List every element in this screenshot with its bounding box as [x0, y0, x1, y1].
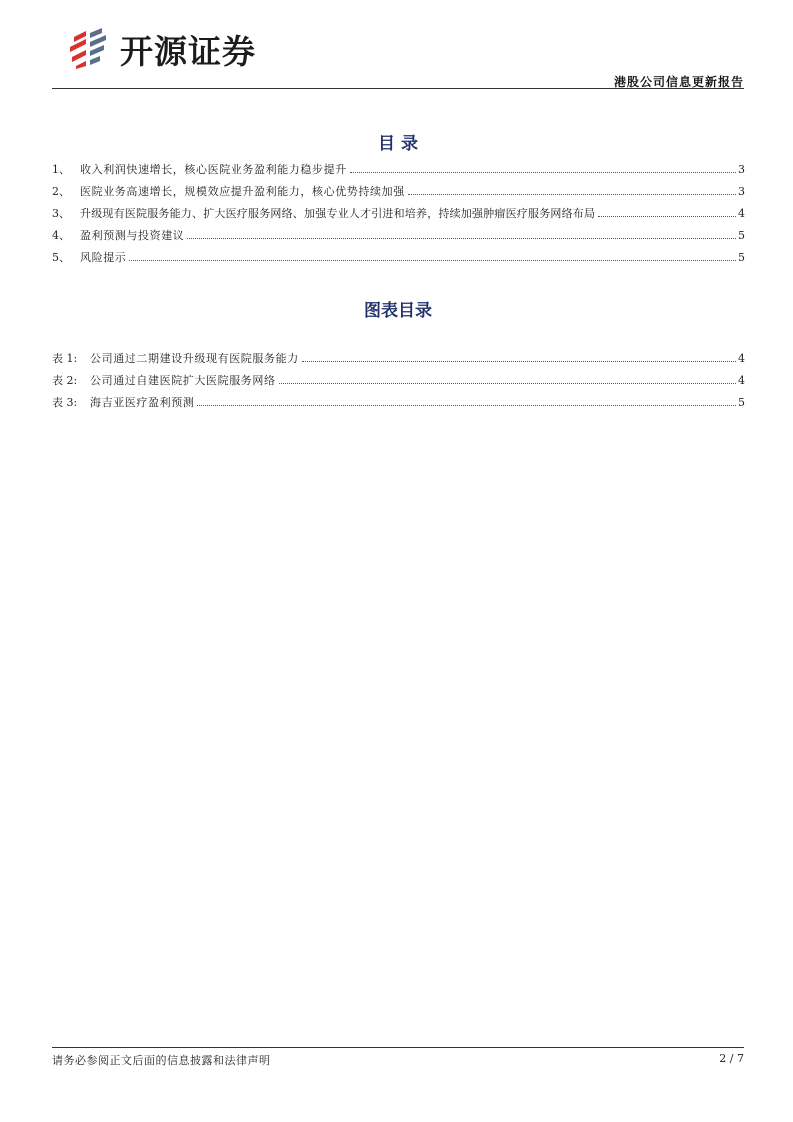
toc-item[interactable]	[52, 183, 744, 205]
figure-text[interactable]: 海吉亚医疗盈利预测	[90, 396, 195, 409]
figure-page[interactable]: 5	[738, 396, 745, 409]
list-of-figures	[52, 350, 744, 416]
toc-title: 目 录	[378, 134, 418, 154]
page-number: 2 / 7	[719, 1052, 744, 1065]
toc-item[interactable]	[52, 227, 744, 249]
dot-leader	[598, 216, 736, 217]
toc-item[interactable]	[52, 249, 744, 271]
dot-leader	[279, 383, 736, 384]
figure-item[interactable]	[52, 372, 744, 394]
kaiyuan-logo-icon	[66, 27, 114, 71]
table-of-contents	[52, 161, 744, 271]
dot-leader	[350, 172, 736, 173]
toc-item-text[interactable]: 盈利预测与投资建议	[80, 229, 185, 242]
dot-leader	[302, 361, 736, 362]
figure-label: 表 1:	[52, 352, 78, 365]
dot-leader	[197, 405, 736, 406]
toc-item-page[interactable]: 5	[738, 229, 745, 242]
toc-item-page[interactable]: 5	[738, 251, 745, 264]
header-divider	[52, 88, 744, 89]
footer-divider	[52, 1047, 744, 1048]
report-type-label: 港股公司信息更新报告	[613, 75, 744, 89]
toc-item[interactable]	[52, 205, 744, 227]
figure-item[interactable]	[52, 350, 744, 372]
dot-leader	[129, 260, 736, 261]
toc-item-number: 2、	[52, 185, 70, 198]
footer-disclaimer: 请务必参阅正文后面的信息披露和法律声明	[52, 1054, 271, 1067]
toc-item-text[interactable]: 医院业务高速增长，规模效应提升盈利能力，核心优势持续加强	[80, 185, 405, 198]
figure-text[interactable]: 公司通过自建医院扩大医院服务网络	[90, 374, 276, 387]
toc-item-number: 1、	[52, 163, 70, 176]
toc-item-number: 5、	[52, 251, 70, 264]
figure-page[interactable]: 4	[738, 352, 745, 365]
toc-item[interactable]	[52, 161, 744, 183]
toc-item-page[interactable]: 4	[738, 207, 745, 220]
figure-label: 表 2:	[52, 374, 78, 387]
logo-text: 开源证券	[120, 31, 256, 71]
dot-leader	[187, 238, 736, 239]
figures-title: 图表目录	[364, 301, 432, 321]
figure-item[interactable]	[52, 394, 744, 416]
company-logo	[66, 26, 256, 72]
figure-text[interactable]: 公司通过二期建设升级现有医院服务能力	[90, 352, 299, 365]
dot-leader	[408, 194, 736, 195]
toc-item-page[interactable]: 3	[738, 163, 745, 176]
toc-item-text[interactable]: 风险提示	[80, 251, 127, 264]
figure-label: 表 3:	[52, 396, 78, 409]
toc-item-page[interactable]: 3	[738, 185, 745, 198]
toc-item-number: 3、	[52, 207, 70, 220]
toc-item-text[interactable]: 收入利润快速增长，核心医院业务盈利能力稳步提升	[80, 163, 347, 176]
toc-item-number: 4、	[52, 229, 70, 242]
page-header	[52, 22, 744, 90]
toc-item-text[interactable]: 升级现有医院服务能力、扩大医疗服务网络、加强专业人才引进和培养，持续加强肿瘤医疗服务网络布局	[80, 207, 596, 220]
figure-page[interactable]: 4	[738, 374, 745, 387]
